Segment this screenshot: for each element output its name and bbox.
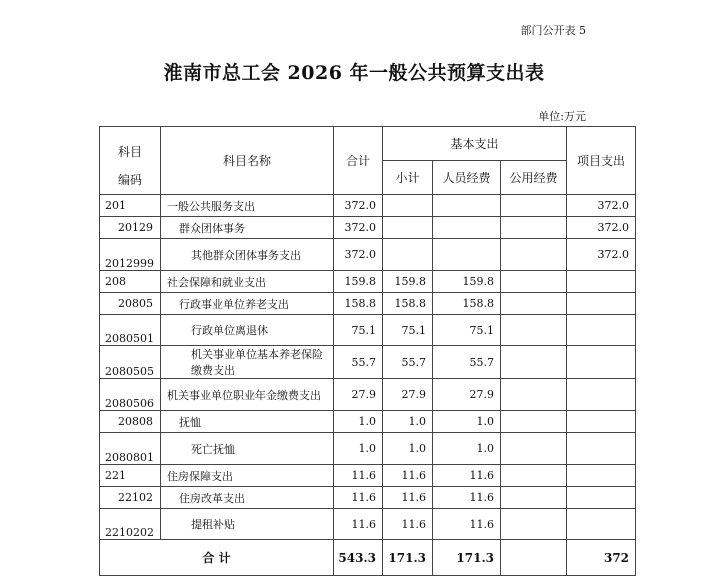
row-project [567,293,636,315]
row-public [501,315,567,346]
header-subtotal: 小计 [383,161,433,195]
row-code: 20129 [100,217,161,239]
row-public [501,465,567,487]
row-personnel: 159.8 [433,271,501,293]
total-label: 合 计 [100,540,334,576]
table-row [100,217,636,239]
row-code: 2080505 [100,346,161,379]
row-public [501,271,567,293]
row-name: 行政单位离退休 [161,315,334,346]
row-project [567,411,636,433]
row-subtotal [383,217,433,239]
row-total: 11.6 [334,465,383,487]
row-name: 行政事业单位养老支出 [161,293,334,315]
table-row [100,487,636,509]
row-code: 2080501 [100,315,161,346]
row-code: 20805 [100,293,161,315]
header-code-line1: 科目 [117,145,142,159]
row-subtotal: 159.8 [383,271,433,293]
row-project [567,487,636,509]
row-personnel: 11.6 [433,487,501,509]
row-personnel: 1.0 [433,433,501,465]
row-personnel [433,239,501,271]
row-subtotal: 11.6 [383,465,433,487]
total-total: 543.3 [334,540,383,576]
row-total: 1.0 [334,411,383,433]
page-title: 淮南市总工会 2026 年一般公共预算支出表 [163,62,545,84]
row-subtotal: 1.0 [383,411,433,433]
row-personnel: 75.1 [433,315,501,346]
header-project: 项目支出 [567,127,636,195]
header-total: 合计 [334,127,383,195]
row-total: 159.8 [334,271,383,293]
row-project: 372.0 [567,239,636,271]
row-name: 抚恤 [161,411,334,433]
row-subtotal: 27.9 [383,379,433,411]
row-public [501,346,567,379]
total-personnel: 171.3 [433,540,501,576]
row-project [567,315,636,346]
row-public [501,239,567,271]
row-name: 机关事业单位基本养老保险缴费支出 [161,346,334,379]
total-subtotal: 171.3 [383,540,433,576]
row-project [567,346,636,379]
table-row [100,346,636,379]
row-public [501,509,567,540]
row-code: 2012999 [100,239,161,271]
row-total: 372.0 [334,239,383,271]
table-row [100,271,636,293]
row-code: 2210202 [100,509,161,540]
row-total: 55.7 [334,346,383,379]
row-code: 221 [100,465,161,487]
row-public [501,195,567,217]
row-project [567,465,636,487]
row-personnel: 1.0 [433,411,501,433]
row-public [501,379,567,411]
row-name: 住房改革支出 [161,487,334,509]
row-project [567,271,636,293]
row-personnel: 27.9 [433,379,501,411]
row-name: 死亡抚恤 [161,433,334,465]
row-project: 372.0 [567,217,636,239]
row-subtotal: 11.6 [383,487,433,509]
row-public [501,293,567,315]
row-name: 社会保障和就业支出 [161,271,334,293]
row-total: 158.8 [334,293,383,315]
row-subtotal: 11.6 [383,509,433,540]
row-total: 372.0 [334,195,383,217]
row-code: 2080506 [100,379,161,411]
header-personnel: 人员经费 [433,161,501,195]
row-public [501,487,567,509]
row-total: 372.0 [334,217,383,239]
row-public [501,217,567,239]
table-row [100,315,636,346]
row-total: 11.6 [334,509,383,540]
row-total: 75.1 [334,315,383,346]
row-project [567,379,636,411]
table-row [100,379,636,411]
header-basic-group: 基本支出 [383,127,567,161]
row-personnel: 11.6 [433,465,501,487]
total-row [100,540,636,576]
row-personnel [433,217,501,239]
header-code-line2: 编码 [117,173,142,187]
total-project: 372 [567,540,636,576]
table-row [100,411,636,433]
row-project: 372.0 [567,195,636,217]
row-name: 住房保障支出 [161,465,334,487]
table-row [100,465,636,487]
row-code: 22102 [100,487,161,509]
row-name: 机关事业单位职业年金缴费支出 [161,379,334,411]
table-row [100,509,636,540]
row-subtotal: 55.7 [383,346,433,379]
row-total: 27.9 [334,379,383,411]
row-personnel: 158.8 [433,293,501,315]
row-public [501,411,567,433]
row-code: 2080801 [100,433,161,465]
row-subtotal: 158.8 [383,293,433,315]
row-project [567,433,636,465]
row-subtotal: 1.0 [383,433,433,465]
row-public [501,433,567,465]
table-number-label: 部门公开表 5 [520,24,586,37]
budget-table [99,126,636,576]
unit-label: 单位:万元 [538,110,586,123]
total-public [501,540,567,576]
row-total: 11.6 [334,487,383,509]
header-public: 公用经费 [501,161,567,195]
row-personnel [433,195,501,217]
row-subtotal: 75.1 [383,315,433,346]
row-code: 201 [100,195,161,217]
table-row [100,293,636,315]
row-name: 提租补贴 [161,509,334,540]
row-name: 群众团体事务 [161,217,334,239]
row-name: 一般公共服务支出 [161,195,334,217]
row-name: 其他群众团体事务支出 [161,239,334,271]
row-code: 208 [100,271,161,293]
header-name: 科目名称 [161,127,334,195]
row-code: 20808 [100,411,161,433]
row-project [567,509,636,540]
row-personnel: 11.6 [433,509,501,540]
header-code [100,127,161,195]
row-subtotal [383,239,433,271]
row-subtotal [383,195,433,217]
table-row [100,433,636,465]
row-personnel: 55.7 [433,346,501,379]
row-total: 1.0 [334,433,383,465]
table-row [100,239,636,271]
table-row [100,195,636,217]
